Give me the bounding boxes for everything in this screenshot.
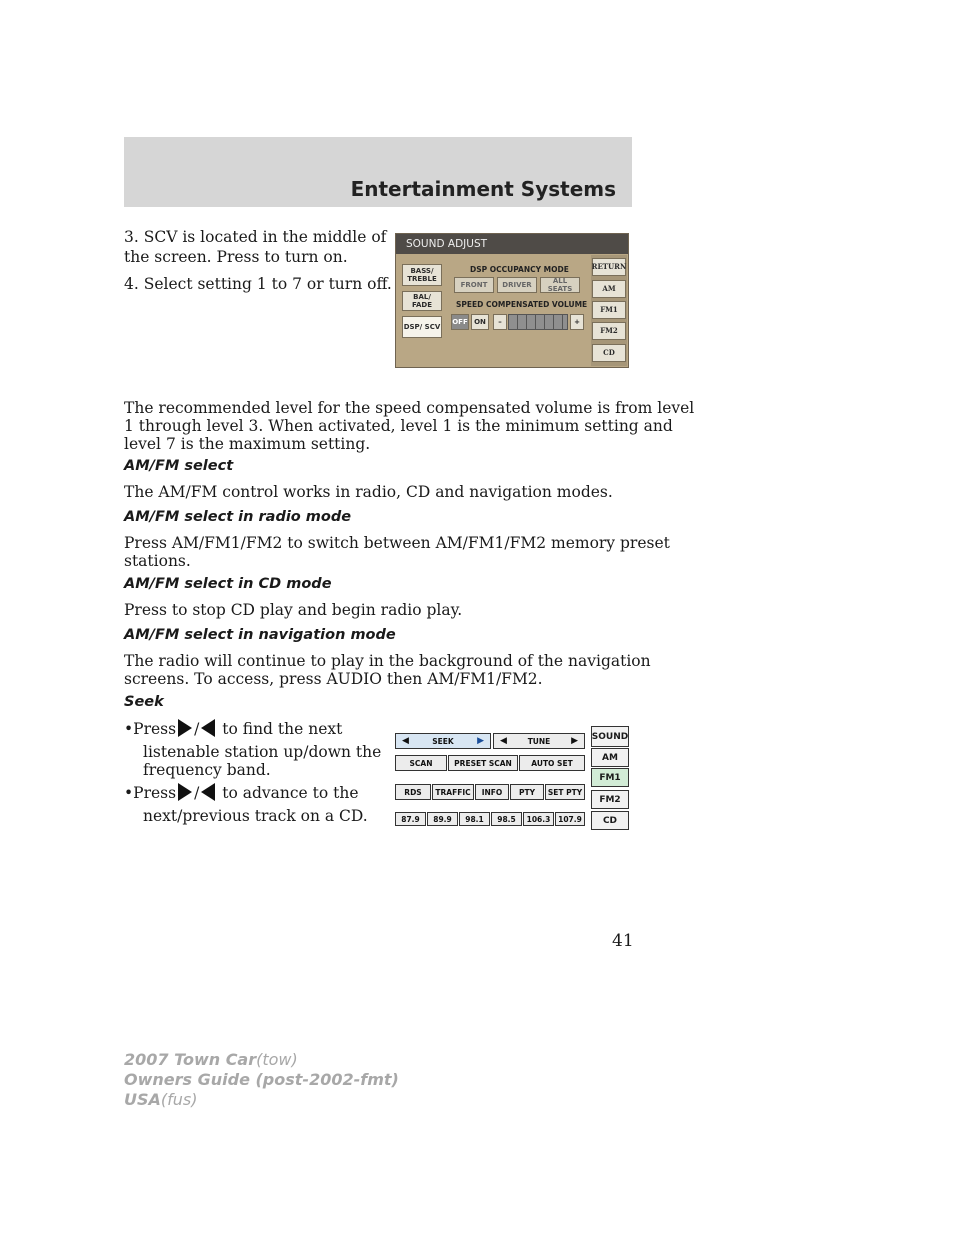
tune-button[interactable] <box>493 733 585 749</box>
preset-button-3[interactable]: 98.1 <box>459 812 490 826</box>
preset-button-4[interactable]: 98.5 <box>491 812 522 826</box>
slash: / <box>194 784 200 802</box>
bal-fade-button[interactable]: BAL/ FADE <box>402 291 442 311</box>
driver-option[interactable]: DRIVER <box>497 277 537 293</box>
step3-line1: 3. SCV is located in the middle of <box>124 228 387 246</box>
fm2-side-button[interactable]: FM2 <box>591 790 629 809</box>
recommended-line1: The recommended level for the speed compensated volume is from level <box>124 399 695 417</box>
press-word: Press <box>133 784 177 802</box>
preset-button-6[interactable]: 107.9 <box>555 812 585 826</box>
seek-up-icon <box>178 719 192 737</box>
return-button[interactable]: RETURN <box>592 258 626 276</box>
seek-down-icon <box>201 719 215 737</box>
preset-scan-button[interactable]: PRESET SCAN <box>448 755 518 771</box>
nav-mode-heading: AM/FM select in navigation mode <box>124 627 396 643</box>
seek-button[interactable] <box>395 733 491 749</box>
header-band <box>124 137 632 207</box>
seek-bullet-2 <box>124 783 359 803</box>
scv-off-button[interactable]: OFF <box>451 314 469 330</box>
radio-mode-line1: Press AM/FM1/FM2 to switch between AM/FM1/FM2 memory preset <box>124 534 670 552</box>
all-seats-option[interactable]: ALL SEATS <box>540 277 580 293</box>
set-pty-button[interactable]: SET PTY <box>545 784 585 800</box>
nav-mode-line1: The radio will continue to play in the background of the navigation <box>124 652 651 670</box>
section-title: Entertainment Systems <box>350 177 616 201</box>
amfm-select-text: The AM/FM control works in radio, CD and navigation modes. <box>124 483 613 501</box>
recommended-line3: level 7 is the maximum setting. <box>124 435 371 453</box>
amfm-select-heading: AM/FM select <box>124 458 234 474</box>
cd-mode-heading: AM/FM select in CD mode <box>124 576 332 592</box>
radio-mode-line2: stations. <box>124 552 191 570</box>
seek-heading: Seek <box>124 694 164 710</box>
bullet1-rest: to find the next <box>222 720 343 738</box>
pty-button[interactable]: PTY <box>510 784 544 800</box>
footer-model: 2007 Town Car <box>124 1050 257 1069</box>
screen-title: SOUND ADJUST <box>396 234 628 254</box>
sound-button[interactable]: SOUND <box>591 726 629 747</box>
seek-label: SEEK <box>432 736 454 746</box>
cd-side-button[interactable]: CD <box>591 811 629 830</box>
footer <box>124 1050 399 1110</box>
dsp-occupancy-label: DSP OCCUPANCY MODE <box>470 265 569 274</box>
footer-market: USA <box>124 1090 161 1109</box>
scv-label: SPEED COMPENSATED VOLUME <box>456 300 588 309</box>
cd-button[interactable]: CD <box>592 344 626 362</box>
page-number: 41 <box>612 931 634 951</box>
prev-track-icon <box>201 783 215 801</box>
step3-line2: the screen. Press to turn on. <box>124 248 348 266</box>
seek-bullet-2-line2: next/previous track on a CD. <box>143 807 368 825</box>
bullet-dot: • <box>124 720 134 738</box>
footer-line-2: Owners Guide (post-2002-fmt) <box>124 1070 399 1089</box>
footer-model-code: (tow) <box>256 1050 298 1069</box>
bullet2-rest: to advance to the <box>222 784 359 802</box>
scv-plus-button[interactable]: + <box>570 314 584 330</box>
preset-button-2[interactable]: 89.9 <box>427 812 458 826</box>
dsp-scv-button[interactable]: DSP/ SCV <box>402 316 442 338</box>
fm1-button[interactable]: FM1 <box>592 301 626 319</box>
scv-on-button[interactable]: ON <box>471 314 489 330</box>
seek-down-arrow-icon: ◀ <box>402 736 409 746</box>
bass-treble-button[interactable]: BASS/ TREBLE <box>402 264 442 286</box>
press-word: Press <box>133 720 177 738</box>
fm2-button[interactable]: FM2 <box>592 322 626 340</box>
info-button[interactable]: INFO <box>475 784 509 800</box>
preset-button-5[interactable]: 106.3 <box>523 812 554 826</box>
traffic-button[interactable]: TRAFFIC <box>432 784 474 800</box>
scan-button[interactable]: SCAN <box>395 755 447 771</box>
tune-label: TUNE <box>527 736 551 746</box>
seek-bullet-1-line3: frequency band. <box>143 761 271 779</box>
fm1-side-button[interactable]: FM1 <box>591 768 629 787</box>
footer-line-3 <box>124 1090 399 1110</box>
preset-button-1[interactable]: 87.9 <box>395 812 426 826</box>
radio-mode-heading: AM/FM select in radio mode <box>124 509 352 525</box>
footer-market-code: (fus) <box>160 1090 198 1109</box>
tune-down-arrow-icon: ◀ <box>500 736 507 746</box>
footer-line-1 <box>124 1050 399 1070</box>
rds-button[interactable]: RDS <box>395 784 431 800</box>
am-side-button[interactable]: AM <box>591 748 629 767</box>
step4-text: 4. Select setting 1 to 7 or turn off. <box>124 275 392 293</box>
auto-set-button[interactable]: AUTO SET <box>519 755 585 771</box>
seek-up-arrow-icon: ▶ <box>477 736 484 746</box>
seek-bullet-1-line2: listenable station up/down the <box>143 743 382 761</box>
recommended-line2: 1 through level 3. When activated, level 1 is the minimum setting and <box>124 417 673 435</box>
bullet-dot: • <box>124 784 134 802</box>
next-track-icon <box>178 783 192 801</box>
scv-level-bar <box>508 314 568 330</box>
cd-mode-text: Press to stop CD play and begin radio play. <box>124 601 463 619</box>
nav-mode-line2: screens. To access, press AUDIO then AM/FM1/FM2. <box>124 670 543 688</box>
seek-bullet-1 <box>124 719 342 739</box>
tune-up-arrow-icon: ▶ <box>571 736 578 746</box>
slash: / <box>194 720 200 738</box>
am-button[interactable]: AM <box>592 280 626 298</box>
scv-minus-button[interactable]: – <box>493 314 507 330</box>
front-option[interactable]: FRONT <box>454 277 494 293</box>
